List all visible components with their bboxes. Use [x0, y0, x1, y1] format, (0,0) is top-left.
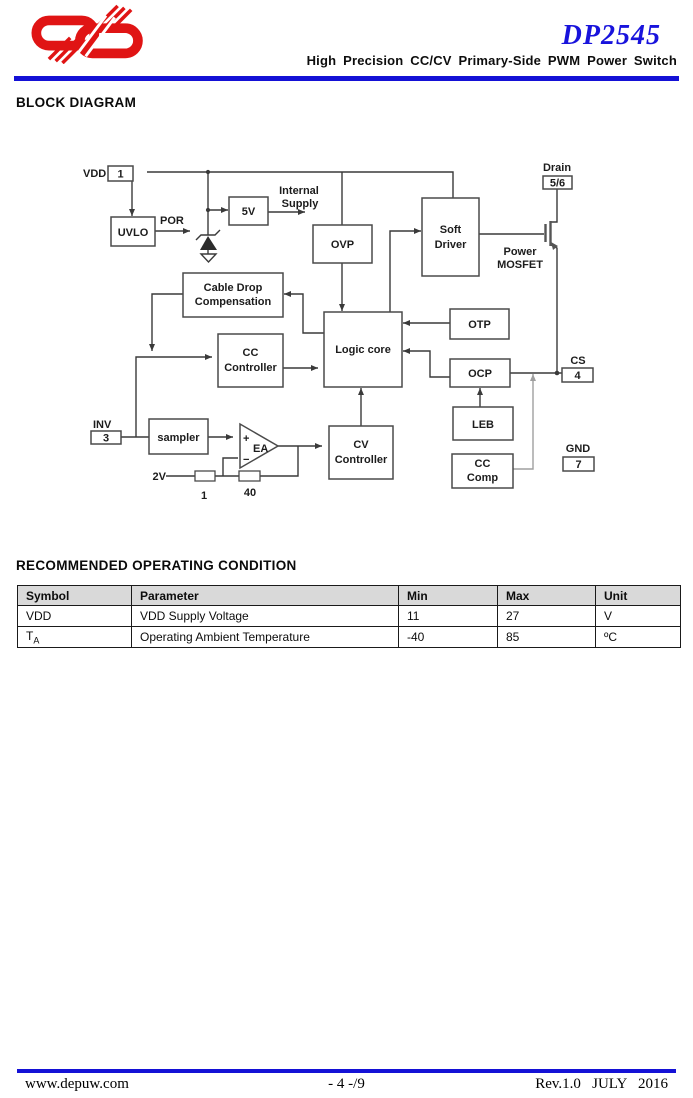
logo-links: [36, 20, 138, 53]
pin-vdd: [83, 166, 133, 181]
leb-block: [453, 407, 513, 440]
pin-number: 1: [117, 168, 124, 181]
table-row: [18, 606, 681, 627]
5v-label: 5V: [241, 206, 256, 218]
uvlo-label: UVLO: [117, 227, 149, 239]
error-amplifier: [240, 424, 278, 468]
footer-revision: Rev.1.0 JULY 2016: [535, 1076, 668, 1092]
pin-number: 3: [102, 432, 110, 445]
cell-min: -40: [399, 627, 498, 648]
footer-page-number: - 4 -/9: [328, 1076, 365, 1092]
footer-divider: [17, 1069, 676, 1073]
cell-symbol: $T_A$: [18, 627, 132, 648]
uvlo-block: [111, 217, 155, 246]
svg-text:Controller: Controller: [224, 362, 277, 374]
wire-source-cs: [551, 245, 557, 373]
wire-cabledrop-down: [152, 294, 183, 351]
logic-core-block: [324, 312, 402, 387]
wire-ocp-to-logic: [403, 351, 452, 377]
section-title-block-diagram: BLOCK DIAGRAM: [16, 95, 137, 110]
cell-max: 85: [498, 627, 596, 648]
logic-core-label: Logic core: [335, 344, 391, 356]
col-header-symbol: Symbol: [18, 586, 132, 606]
pin-number: 7: [575, 459, 582, 471]
resistor-40: [239, 471, 260, 481]
svg-text:Supply: Supply: [281, 198, 319, 210]
section-title-operating-condition: RECOMMENDED OPERATING CONDITION: [16, 558, 297, 573]
pin-inv: [91, 419, 121, 445]
cell-min: 11: [399, 606, 498, 627]
gnd-label: GND: [565, 443, 591, 455]
junction-dot: [206, 208, 210, 212]
junction-dot: [206, 170, 210, 174]
resistor-1: [195, 471, 215, 481]
pin-gnd: [563, 443, 594, 471]
block-diagram: [0, 150, 693, 510]
vdd-label: VDD: [83, 168, 107, 180]
company-logo: [28, 4, 155, 64]
svg-text:CC: CC: [242, 347, 259, 359]
sampler-label: sampler: [157, 432, 200, 444]
col-header-min: Min: [399, 586, 498, 606]
ovp-block: [313, 225, 372, 263]
svg-text:CV: CV: [353, 439, 369, 451]
col-header-max: Max: [498, 586, 596, 606]
ground-symbol: [201, 254, 216, 262]
cs-label: CS: [570, 355, 586, 367]
5v-regulator-block: [229, 197, 268, 225]
leb-label: LEB: [472, 419, 494, 431]
table-row: [18, 627, 681, 648]
wire-to-minus-input: [223, 458, 238, 476]
pin-drain: [543, 162, 572, 190]
cc-comp-block: [452, 454, 513, 488]
page-title: DP2545: [561, 20, 661, 51]
ocp-label: OCP: [468, 368, 492, 380]
svg-text:Comp: Comp: [466, 472, 499, 484]
soft-driver-block: [422, 198, 479, 276]
ea-minus-sign: −: [243, 454, 250, 466]
operating-condition-table: [17, 585, 681, 648]
internal-supply-label: Internal: [279, 185, 319, 197]
ovp-label: OVP: [330, 239, 355, 251]
ea-plus-sign: +: [243, 433, 250, 445]
otp-label: OTP: [468, 319, 491, 331]
resistor-40-label: 40: [243, 487, 257, 499]
ocp-block: [450, 359, 510, 387]
cell-max: 27: [498, 606, 596, 627]
page-subtitle: High Precision CC/CV Primary-Side PWM Power Switch: [306, 53, 677, 68]
wire-logic-to-cabledrop: [284, 294, 324, 333]
svg-text:CC: CC: [474, 458, 491, 470]
cc-controller-block: [218, 334, 283, 387]
svg-text:Controller: Controller: [334, 454, 388, 466]
cell-parameter: VDD Supply Voltage: [132, 606, 399, 627]
pin-cs: [562, 355, 593, 382]
table-header-row: [18, 586, 681, 606]
por-label: POR: [160, 215, 184, 227]
cell-unit: V: [596, 606, 681, 627]
col-header-unit: Unit: [596, 586, 681, 606]
svg-text:Soft: Soft: [439, 224, 462, 236]
col-header-parameter: Parameter: [132, 586, 399, 606]
wire-drain: [551, 189, 557, 222]
power-mosfet-label: Power: [503, 246, 537, 258]
sampler-block: [149, 419, 208, 454]
svg-text:MOSFET: MOSFET: [497, 259, 543, 271]
svg-text:Compensation: Compensation: [194, 296, 272, 308]
cell-symbol: VDD: [18, 606, 132, 627]
footer-website: www.depuw.com: [25, 1076, 129, 1092]
header-divider: [14, 76, 679, 81]
wire-logic-to-softdriver: [390, 231, 421, 312]
wire-cccomp-to-cs: [513, 374, 533, 469]
otp-block: [450, 309, 509, 339]
resistor-1-label: 1: [200, 490, 208, 502]
2v-reference-label: 2V: [152, 471, 166, 483]
inv-label: INV: [93, 419, 112, 431]
cable-drop-block: [183, 273, 283, 317]
pin-number: 5/6: [549, 177, 566, 190]
cell-unit: ºC: [596, 627, 681, 648]
pin-number: 4: [574, 370, 581, 382]
svg-text:Cable Drop: Cable Drop: [203, 282, 263, 294]
svg-text:Driver: Driver: [434, 239, 467, 251]
ea-label: EA: [253, 443, 269, 455]
junction-dot: [555, 371, 560, 376]
drain-label: Drain: [542, 162, 572, 174]
cell-parameter: Operating Ambient Temperature: [132, 627, 399, 648]
zener-diode: [196, 230, 220, 262]
cv-controller-block: [329, 426, 393, 479]
